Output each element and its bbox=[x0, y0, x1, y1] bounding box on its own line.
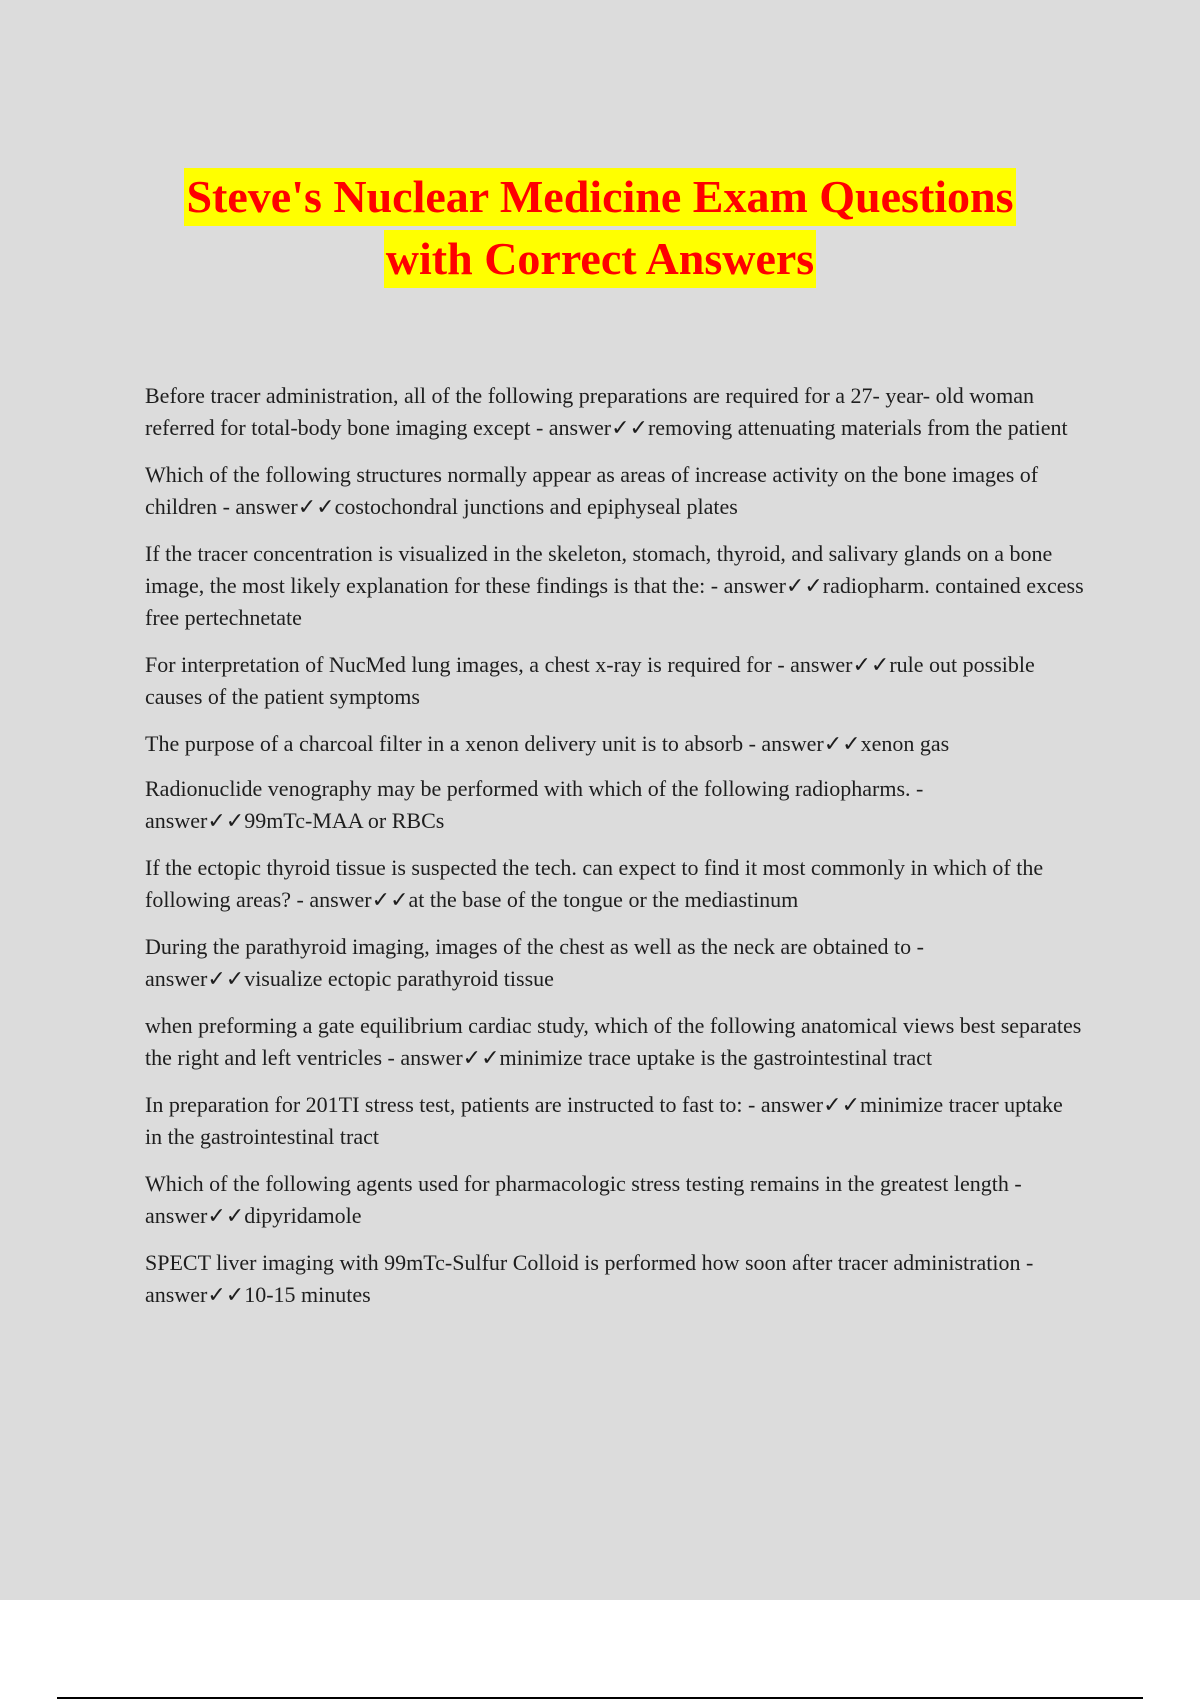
answer-text: minimize trace uptake is the gastrointestinal tract bbox=[499, 1045, 933, 1070]
question-text: SPECT liver imaging with 99mTc-Sulfur Colloid is performed how soon after tracer administration bbox=[145, 1250, 1021, 1275]
check-mark-icon: ✓✓ bbox=[207, 1203, 245, 1228]
qa-item-3 bbox=[145, 538, 1085, 634]
answer-separator: - answer bbox=[145, 934, 924, 991]
check-mark-icon: ✓✓ bbox=[823, 1092, 861, 1117]
qa-item-5 bbox=[145, 728, 1085, 760]
question-text: Which of the following agents used for pharmacologic stress testing remains in the greatest length bbox=[145, 1171, 1009, 1196]
answer-text: dipyridamole bbox=[244, 1203, 362, 1228]
answer-text: visualize ectopic parathyroid tissue bbox=[244, 966, 554, 991]
check-mark-icon: ✓✓ bbox=[852, 652, 890, 677]
question-text: Radionuclide venography may be performed with which of the following radiopharms. bbox=[145, 776, 911, 801]
question-text: Which of the following structures normally appear as areas of increase activity on the bone images of children bbox=[145, 462, 1039, 519]
question-text: In preparation for 201TI stress test, patients are instructed to fast to: bbox=[145, 1092, 743, 1117]
answer-separator: - answer bbox=[382, 1045, 463, 1070]
answer-text: minimize tracer uptake in the gastrointestinal tract bbox=[145, 1092, 1063, 1149]
title-line-2: with Correct Answers bbox=[384, 230, 816, 288]
qa-item-2 bbox=[145, 459, 1085, 523]
qa-item-6 bbox=[145, 773, 1085, 837]
qa-list bbox=[145, 380, 1085, 1326]
check-mark-icon: ✓✓ bbox=[785, 573, 823, 598]
qa-item-9 bbox=[145, 1010, 1085, 1074]
answer-separator: - answer bbox=[217, 494, 298, 519]
question-text: If the tracer concentration is visualized in the skeleton, stomach, thyroid, and salivary glands on a bone image, the most likely explanation for these findings is that the: bbox=[145, 541, 1053, 598]
answer-separator: - answer bbox=[145, 1250, 1034, 1307]
title-line-1: Steve's Nuclear Medicine Exam Questions bbox=[184, 168, 1015, 226]
answer-separator: - answer bbox=[743, 731, 824, 756]
answer-text: at the base of the tongue or the mediastinum bbox=[408, 887, 799, 912]
check-mark-icon: ✓✓ bbox=[462, 1045, 500, 1070]
check-mark-icon: ✓✓ bbox=[207, 1282, 245, 1307]
check-mark-icon: ✓✓ bbox=[297, 494, 335, 519]
answer-text: 99mTc-MAA or RBCs bbox=[244, 808, 445, 833]
question-text: Before tracer administration, all of the following preparations are required for a 27- year- old woman referred for total-body bone imaging except bbox=[145, 383, 1034, 440]
answer-separator: - answer bbox=[291, 887, 372, 912]
answer-separator: - answer bbox=[145, 776, 924, 833]
question-text: when preforming a gate equilibrium cardiac study, which of the following anatomical views best separates the right and left ventricles bbox=[145, 1013, 1082, 1070]
answer-separator: - answer bbox=[145, 1171, 1022, 1228]
check-mark-icon: ✓✓ bbox=[371, 887, 409, 912]
question-text: If the ectopic thyroid tissue is suspected the tech. can expect to find it most commonly in which of the following areas? bbox=[145, 855, 1044, 912]
answer-separator: - answer bbox=[530, 415, 612, 440]
answer-separator: - answer bbox=[771, 652, 853, 677]
qa-item-1 bbox=[145, 380, 1085, 444]
question-text: During the parathyroid imaging, images of the chest as well as the neck are obtained to bbox=[145, 934, 912, 959]
answer-text: 10-15 minutes bbox=[244, 1282, 371, 1307]
question-text: The purpose of a charcoal filter in a xenon delivery unit is to absorb bbox=[145, 731, 744, 756]
check-mark-icon: ✓✓ bbox=[823, 731, 861, 756]
answer-separator: - answer bbox=[705, 573, 786, 598]
qa-item-11 bbox=[145, 1168, 1085, 1232]
qa-item-7 bbox=[145, 852, 1085, 916]
answer-text: costochondral junctions and epiphyseal plates bbox=[334, 494, 738, 519]
answer-text: radiopharm. contained excess free pertechnetate bbox=[145, 573, 1084, 630]
document-title bbox=[0, 168, 1200, 292]
qa-item-8 bbox=[145, 931, 1085, 995]
answer-text: xenon gas bbox=[860, 731, 950, 756]
check-mark-icon: ✓✓ bbox=[611, 415, 648, 440]
question-text: For interpretation of NucMed lung images, a chest x-ray is required for bbox=[145, 652, 772, 677]
check-mark-icon: ✓✓ bbox=[207, 808, 245, 833]
answer-separator: - answer bbox=[742, 1092, 824, 1117]
answer-text: rule out possible causes of the patient symptoms bbox=[145, 652, 1035, 709]
footer-divider bbox=[57, 1697, 1143, 1699]
qa-item-10 bbox=[145, 1089, 1085, 1153]
qa-item-12 bbox=[145, 1247, 1085, 1311]
qa-item-4 bbox=[145, 649, 1085, 713]
check-mark-icon: ✓✓ bbox=[207, 966, 245, 991]
answer-text: removing attenuating materials from the patient bbox=[647, 415, 1068, 440]
